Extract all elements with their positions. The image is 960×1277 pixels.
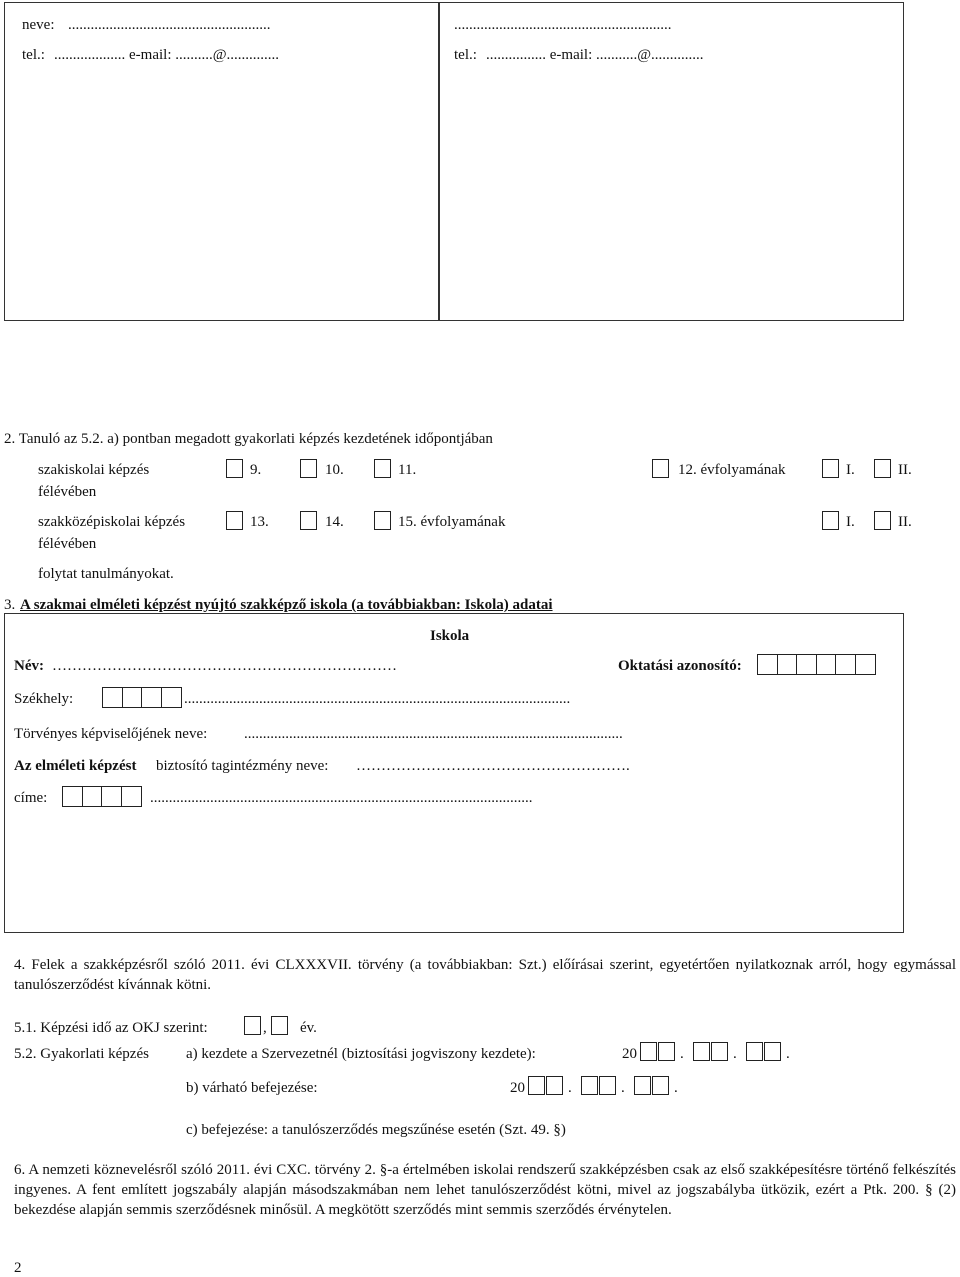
torvenyes-label: Törvényes képviselőjének neve: xyxy=(14,726,208,742)
oktatasi-cell[interactable] xyxy=(796,654,817,675)
oktatasi-azonosito-label: Oktatási azonosító: xyxy=(618,658,742,674)
cime-field[interactable]: ...................................................................................................... xyxy=(150,790,533,806)
right-tel-label: tel.: xyxy=(454,47,477,63)
zip-cell[interactable] xyxy=(62,786,83,807)
row1-label-line1: szakiskolai képzés xyxy=(38,462,150,478)
kezdete-dot-2: . xyxy=(733,1046,737,1062)
befejezes-dot-3: . xyxy=(674,1080,678,1096)
iskola-box-title: Iskola xyxy=(430,628,470,644)
row1-checkbox-I[interactable] xyxy=(822,459,839,478)
befejezes-dot-2: . xyxy=(621,1080,625,1096)
befejezes-c-label: c) befejezése: a tanulószerződés megszűnése esetén (Szt. 49. §) xyxy=(186,1122,566,1138)
right-tel-email-field[interactable]: ................ e-mail: ...........@.............. xyxy=(486,47,704,63)
befejezes-year-prefix: 20 xyxy=(510,1080,525,1096)
row2-checkbox-14[interactable] xyxy=(300,511,317,530)
left-name-label: neve: xyxy=(22,17,55,33)
oktatasi-azonosito-grid[interactable] xyxy=(757,654,874,675)
row2-opt-15: 15. évfolyamának xyxy=(398,514,506,530)
section2-footer: folytat tanulmányokat. xyxy=(38,566,174,582)
kepzesi-ido-label: 5.1. Képzési idő az OKJ szerint: xyxy=(14,1020,208,1036)
row2-opt-I: I. xyxy=(846,514,855,530)
befejezes-month-box-1[interactable] xyxy=(581,1076,598,1095)
zip-cell[interactable] xyxy=(82,786,103,807)
row1-opt-9: 9. xyxy=(250,462,262,478)
befejezes-year-box-2[interactable] xyxy=(546,1076,563,1095)
row2-label-line1: szakközépiskolai képzés xyxy=(38,514,186,530)
section2-title: 2. Tanuló az 5.2. a) pontban megadott gyakorlati képzés kezdetének időpontjában xyxy=(4,431,493,447)
oktatasi-cell[interactable] xyxy=(816,654,837,675)
gyakorlati-label: 5.2. Gyakorlati képzés xyxy=(14,1046,149,1062)
szekhely-zip-grid[interactable] xyxy=(102,687,180,708)
nev-label: Név: xyxy=(14,658,44,674)
left-tel-label: tel.: xyxy=(22,47,45,63)
elmeleti-label-rest: biztosító tagintézmény neve: xyxy=(156,758,329,774)
row2-checkbox-I[interactable] xyxy=(822,511,839,530)
cime-zip-grid[interactable] xyxy=(62,786,140,807)
kezdete-dot-3: . xyxy=(786,1046,790,1062)
befejezes-year-box-1[interactable] xyxy=(528,1076,545,1095)
page-number: 2 xyxy=(14,1260,22,1276)
befejezes-dot-1: . xyxy=(568,1080,572,1096)
section3-title-num: 3. xyxy=(4,597,16,613)
zip-cell[interactable] xyxy=(102,687,123,708)
zip-cell[interactable] xyxy=(141,687,162,708)
kezdete-day-box-1[interactable] xyxy=(746,1042,763,1061)
row2-checkbox-15[interactable] xyxy=(374,511,391,530)
row1-checkbox-9[interactable] xyxy=(226,459,243,478)
befejezes-day-box-1[interactable] xyxy=(634,1076,651,1095)
row2-checkbox-II[interactable] xyxy=(874,511,891,530)
kezdete-month-box-2[interactable] xyxy=(711,1042,728,1061)
torvenyes-field[interactable]: ..................................................................................................... xyxy=(244,726,623,742)
elmeleti-field[interactable]: ………………………………………………. xyxy=(356,758,630,774)
kezdete-year-box-1[interactable] xyxy=(640,1042,657,1061)
kezdete-month-box-1[interactable] xyxy=(693,1042,710,1061)
oktatasi-cell[interactable] xyxy=(835,654,856,675)
row1-opt-I: I. xyxy=(846,462,855,478)
oktatasi-cell[interactable] xyxy=(855,654,876,675)
right-name-field[interactable]: .......................................................... xyxy=(454,17,672,33)
row1-opt-12: 12. évfolyamának xyxy=(678,462,786,478)
zip-cell[interactable] xyxy=(161,687,182,708)
szekhely-label: Székhely: xyxy=(14,691,74,707)
zip-cell[interactable] xyxy=(122,687,143,708)
left-tel-email-field[interactable]: ................... e-mail: ..........@.............. xyxy=(54,47,280,63)
kezdete-year-box-2[interactable] xyxy=(658,1042,675,1061)
oktatasi-cell[interactable] xyxy=(777,654,798,675)
oktatasi-cell[interactable] xyxy=(757,654,778,675)
row1-opt-II: II. xyxy=(898,462,912,478)
row2-label-line2: félévében xyxy=(38,536,97,552)
zip-cell[interactable] xyxy=(101,786,122,807)
nev-field[interactable]: …………………………………………………………… xyxy=(52,658,397,674)
kezdete-dot-1: . xyxy=(680,1046,684,1062)
row2-opt-II: II. xyxy=(898,514,912,530)
cime-label: címe: xyxy=(14,790,48,806)
section6-text: 6. A nemzeti köznevelésről szóló 2011. évi CXC. törvény 2. §-a értelmében iskolai rendszerű szakképzésben csak az első szakképesítésre történő felkészítés ingyenes. A fent említett jogszabály alapján másodszakmában nem lehet tanulószerződést kötni, mivel az jogszabályba ütközik, ezért a Ptk. 200. § (2) bekezdése alapján semmis szerződésnek minősül. A megkötött szerződés mint semmis szerződés érvénytelen. xyxy=(14,1162,956,1218)
elmeleti-label-bold: Az elméleti képzést xyxy=(14,758,137,774)
kepzesi-ido-box-2[interactable] xyxy=(271,1016,288,1035)
row2-opt-13: 13. xyxy=(250,514,269,530)
row1-checkbox-11[interactable] xyxy=(374,459,391,478)
kezdete-label: a) kezdete a Szervezetnél (biztosítási jogviszony kezdete): xyxy=(186,1046,536,1062)
befejezes-day-box-2[interactable] xyxy=(652,1076,669,1095)
section3-title: A szakmai elméleti képzést nyújtó szakképző iskola (a továbbiakban: Iskola) adatai xyxy=(20,597,553,613)
section4-text: 4. Felek a szakképzésről szóló 2011. évi CLXXXVII. törvény (a továbbiakban: Szt.) előírásai szerint, egyetértően nyilatkoznak arról, hogy egymással tanulószerződést kívánnak kötni. xyxy=(14,957,956,993)
row1-opt-10: 10. xyxy=(325,462,344,478)
zip-cell[interactable] xyxy=(121,786,142,807)
row2-checkbox-13[interactable] xyxy=(226,511,243,530)
kezdete-year-prefix: 20 xyxy=(622,1046,637,1062)
left-name-field[interactable]: ...................................................... xyxy=(68,17,271,33)
row1-checkbox-12[interactable] xyxy=(652,459,669,478)
row1-opt-11: 11. xyxy=(398,462,417,478)
szekhely-field[interactable]: ....................................................................................................... xyxy=(184,691,571,707)
kepzesi-ido-comma: , xyxy=(263,1020,267,1036)
kepzesi-ido-ev: év. xyxy=(300,1020,317,1036)
kezdete-day-box-2[interactable] xyxy=(764,1042,781,1061)
row1-label-line2: félévében xyxy=(38,484,97,500)
row2-opt-14: 14. xyxy=(325,514,344,530)
befejezes-label: b) várható befejezése: xyxy=(186,1080,318,1096)
kepzesi-ido-box-1[interactable] xyxy=(244,1016,261,1035)
row1-checkbox-II[interactable] xyxy=(874,459,891,478)
row1-checkbox-10[interactable] xyxy=(300,459,317,478)
befejezes-month-box-2[interactable] xyxy=(599,1076,616,1095)
